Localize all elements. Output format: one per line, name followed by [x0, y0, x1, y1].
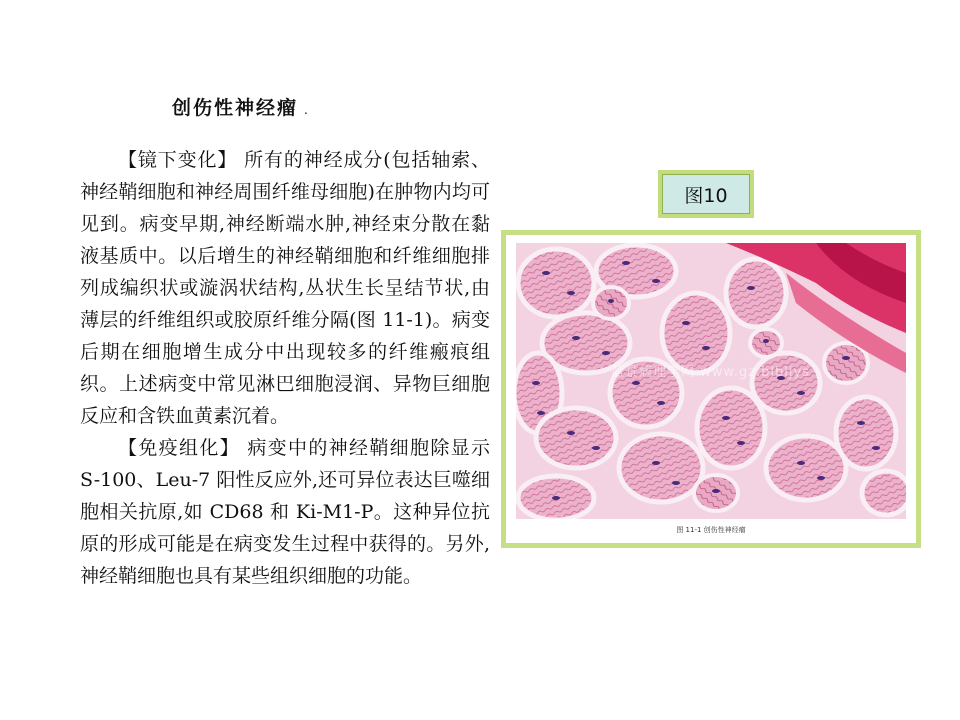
title-text: 创伤性神经瘤 [172, 97, 299, 119]
paragraph-immunohistochemistry: 【免疫组化】 病变中的神经鞘细胞除显示 S-100、Leu-7 阳性反应外,还可异位表达巨噬细胞相关抗原,如 CD68 和 Ki-M1-P。这种异位抗原的形成可能是在病变发生过程中获得的。另外,神经鞘细胞也具有某些组织细胞的功能。 [80, 437, 490, 587]
title-mark: . [304, 103, 310, 117]
page-title [172, 93, 310, 120]
micrograph-drawing [516, 243, 906, 519]
figure-panel [506, 235, 916, 543]
body-text [80, 144, 490, 592]
paragraph-microscopic: 【镜下变化】 所有的神经成分(包括轴索、神经鞘细胞和神经周围纤维母细胞)在肿物内均可见到。病变早期,神经断端水肿,神经束分散在黏液基质中。以后增生的神经鞘细胞和纤维细胞排列成编织状或漩涡状结构,丛状生长呈结节状,由薄层的纤维组织或胶原纤维分隔(图 11-1)。病变后期在细胞增生成分中出现较多的纤维瘢痕组织。上述病变中常见淋巴细胞浸润、异物巨细胞反应和含铁血黄素沉着。 [80, 149, 490, 427]
histology-micrograph-image [516, 243, 906, 519]
figure-frame [501, 230, 921, 548]
figure-caption: 图 11-1 创伤性神经瘤 [676, 526, 746, 534]
watermark-text: 蓝景病理学网 www.gz.blbljys [611, 365, 810, 380]
figure-label-box [658, 170, 754, 218]
figure-label: 图10 [662, 174, 750, 214]
